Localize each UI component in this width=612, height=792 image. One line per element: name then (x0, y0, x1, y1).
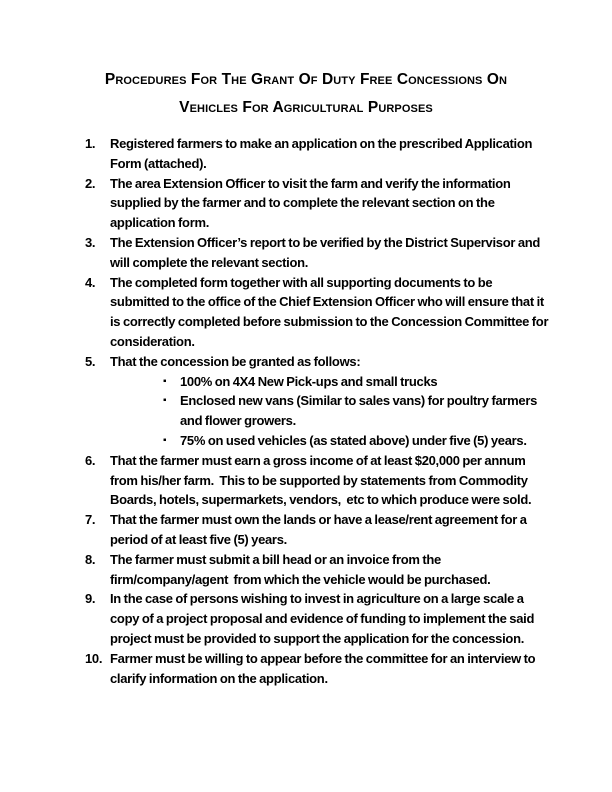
list-item-number: 10. (85, 650, 103, 666)
list-item-number: 1. (85, 136, 96, 151)
bullet-item-text: 100% on 4X4 New Pick-ups and small trucks (180, 373, 438, 389)
list-item-number: 7. (85, 512, 96, 528)
bullet-item-text: 75% on used vehicles (as stated above) under five (5) years. (180, 432, 527, 448)
list-item (72, 352, 604, 451)
bullet-item (110, 431, 604, 451)
list-item-body (110, 550, 604, 590)
list-item-text: That the farmer must own the lands or have a lease/rent agreement for a period of at least five (5) years. (110, 512, 527, 547)
bullet-item (110, 391, 604, 431)
list-item (72, 273, 604, 352)
list-item-text: That the concession be granted as follows: (110, 353, 361, 369)
list-item-body (110, 134, 604, 174)
list-item-number: 4. (85, 274, 96, 290)
list-item (72, 510, 604, 550)
list-item-body (110, 352, 604, 451)
list-item (72, 589, 604, 648)
list-item (72, 174, 604, 233)
list-item (72, 134, 604, 174)
list-item (72, 451, 604, 510)
list-item-text: Farmer must be willing to appear before the committee for an interview to clarify information on the application. (110, 650, 536, 686)
list-item-number: 5. (85, 353, 96, 369)
list-item-text: Registered farmers to make an application on the prescribed Application Form (attached). (110, 136, 533, 171)
document-title: Procedures For The Grant Of Duty Free Concessions On Vehicles For Agricultural Purposes (104, 71, 508, 116)
list-item-body (110, 451, 604, 510)
bullet-list (110, 372, 604, 451)
bullet-item (110, 372, 604, 392)
list-item-number: 2. (85, 175, 96, 191)
square-bullet-icon: ▪ (163, 395, 167, 407)
list-item-text: That the farmer must earn a gross income of at least $20,000 per annum from his/her farm. This to be supported by statements from Commodity Boards, hotels, supermarkets, vendors, etc to which produce were sold. (110, 452, 532, 508)
bullet-item-text: Enclosed new vans (Similar to sales vans) for poultry farmers and flower growers. (180, 393, 538, 429)
list-item-text: The completed form together with all supporting documents to be submitted to the office of the Chief Extension Officer who will ensure that it is correctly completed before submission to the Concession Committee for consideration. (110, 274, 549, 349)
list-item (72, 649, 604, 689)
list-item-body (110, 510, 604, 550)
list-item-body (110, 174, 604, 233)
list-item-number: 6. (85, 452, 96, 468)
square-bullet-icon: ▪ (163, 434, 167, 446)
list-item-number: 8. (85, 551, 96, 567)
numbered-list (72, 134, 604, 688)
list-item-body (110, 273, 604, 352)
list-item-text: In the case of persons wishing to invest in agriculture on a large scale a copy of a project proposal and evidence of funding to implement the said project must be provided to support the application for the concession. (110, 591, 535, 646)
list-item-number: 3. (85, 234, 96, 250)
list-item-body (110, 589, 604, 648)
list-item-number: 9. (85, 591, 96, 607)
list-item-text: The Extension Officer’s report to be verified by the District Supervisor and will complete the relevant section. (110, 234, 541, 270)
list-item-text: The area Extension Officer to visit the farm and verify the information supplied by the farmer and to complete the relevant section on the application form. (110, 175, 511, 231)
list-item-text: The farmer must submit a bill head or an invoice from the firm/company/agent from which the vehicle would be purchased. (110, 551, 491, 587)
list-item-body (110, 233, 604, 273)
list-item (72, 233, 604, 273)
list-item (72, 550, 604, 590)
list-item-body (110, 649, 604, 689)
square-bullet-icon: ▪ (163, 375, 167, 387)
